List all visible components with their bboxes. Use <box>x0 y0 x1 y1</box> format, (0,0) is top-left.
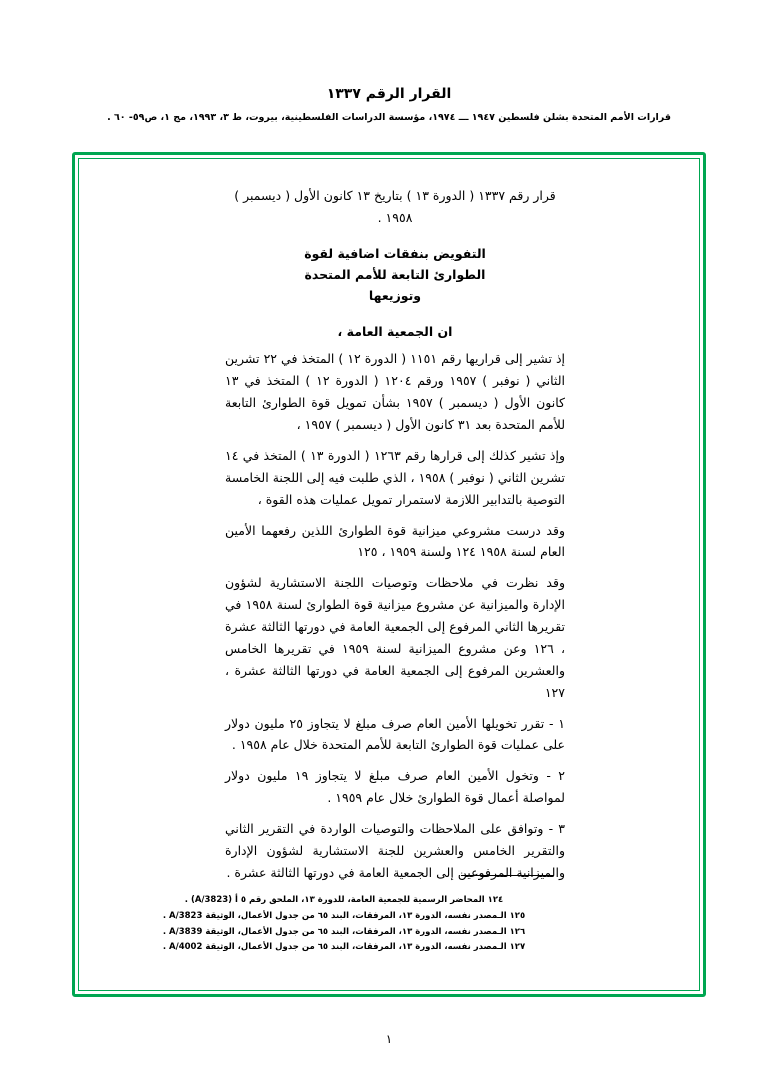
resolution-heading-line3: وتوزيعها <box>368 288 422 304</box>
resolution-reference-line1: قرار رقم ١٣٣٧ ( الدورة ١٣ ) بتاريخ ١٣ كانون الأول ( ديسمبر ) <box>234 188 556 203</box>
operative-item-2: ٢ - وتخول الأمين العام صرف مبلغ لا يتجاوز ١٩ مليون دولار لمواصلة أعمال قوة الطوارئ خلال عام ١٩٥٩ . <box>225 768 565 806</box>
resolution-reference <box>225 185 565 229</box>
footnote-125: ١٢٥ الـمصدر نفسه، الدورة ١٣، المرفقات، البند ٦٥ من جدول الأعمال، الوثيقة A/3823 . <box>162 910 526 921</box>
page-number: ١ <box>385 1032 393 1046</box>
resolution-body <box>225 185 565 893</box>
source-citation: قرارات الأمم المتحدة بشلن فلسطين ١٩٤٧ ـــ ١٩٧٤، مؤسسة الدراسات الفلسطينية، بيروت، ط ٣، ١٩٩٣، مج ١، ص٥٩- ٦٠ . <box>107 112 671 123</box>
operative-item-3: ٣ - وتوافق على الملاحظات والتوصيات الواردة في التقرير الثاني والتقرير الخامس والعشرين للجنة الاستشارية لشؤون الإدارة والميزانية المرفوعين إلى الجمعية العامة في دورتها الثالثة عشرة . <box>225 821 565 880</box>
footnote-126: ١٢٦ الـمصدر نفسه، الدورة ١٣، المرفقات، البند ٦٥ من جدول الأعمال، الوثيقة A/3839 . <box>162 926 526 937</box>
footnote-list <box>135 893 553 956</box>
resolution-heading <box>225 243 565 307</box>
preamble-paragraph-1: إذ تشير إلى قراريها رقم ١١٥١ ( الدورة ١٢ ) المتخذ في ٢٢ تشرين الثاني ( نوفبر ) ١٩٥٧ ورقم ١٢٠٤ ( الدورة ١٢ ) المتخذ في ١٣ كانون الأول ( ديسمبر ) ١٩٥٧ بشأن تمويل قوة الطوارئ التابعة للأمم المتحدة بعد ٣١ كانون الأول ( ديسمبر ) ١٩٥٧ ، <box>225 351 566 432</box>
footnote-separator <box>461 875 553 876</box>
green-border-frame <box>72 152 706 997</box>
preamble-paragraph-3: وقد درست مشروعي ميزانية قوة الطوارئ اللذين رفعهما الأمين العام لسنة ١٩٥٨ ١٢٤ ولسنة ١٩٥٩ ، ١٢٥ <box>225 522 565 560</box>
resolution-reference-line2: ١٩٥٨ . <box>377 209 413 225</box>
footnote-127: ١٢٧ الـمصدر نفسه، الدورة ١٣، المرفقات، البند ٦٥ من جدول الأعمال، الوثيقة A/4002 . <box>162 942 526 953</box>
resolution-heading-line1: التفويض بنفقات اضافية لقوة <box>304 245 486 261</box>
footnote-124: ١٢٤ المحاضر الرسمية للجمعية العامة، للدورة ١٣، الملحق رقم ٥ أ (A/3823) . <box>184 895 504 906</box>
preamble-paragraph-4: وقد نظرت في ملاحظات وتوصيات اللجنة الاستشارية لشؤون الإدارة والميزانية عن مشروع ميزانية قوة الطوارئ لسنة ١٩٥٨ في تقريرها الثاني المرفوع إلى الجمعية العامة في دورتها الثالثة عشرة ، ١٢٦ وعن مشروع الميزانية لسنة ١٩٥٩ في تقريرها الخامس والعشرين المرفوع إلى الجمعية العامة في دورتها الثالثة عشرة ، ١٢٧ <box>225 575 566 700</box>
resolution-opening: ان الجمعية العامة ، <box>337 323 453 339</box>
document-header <box>0 86 778 123</box>
operative-item-1: ١ - تقرر تخويلها الأمين العام صرف مبلغ لا يتجاوز ٢٥ مليون دولار على عمليات قوة الطوارئ التابعة للأمم المتحدة خلال عام ١٩٥٨ . <box>225 715 565 753</box>
preamble-paragraph-2: وإذ تشير كذلك إلى قرارها رقم ١٢٦٣ ( الدورة ١٣ ) المتخذ في ١٤ تشرين الثاني ( نوفبر ) ١٩٥٨ ، الذي طلبت فيه إلى اللجنة الخامسة التوصية بالتدابير اللازمة لاستمرار تمويل عمليات هذه القوة ، <box>225 447 566 507</box>
resolution-heading-line2: الطوارئ التابعة للأمم المتحدة <box>304 267 486 282</box>
page-title: القرار الرقم ١٣٣٧ <box>326 86 452 102</box>
